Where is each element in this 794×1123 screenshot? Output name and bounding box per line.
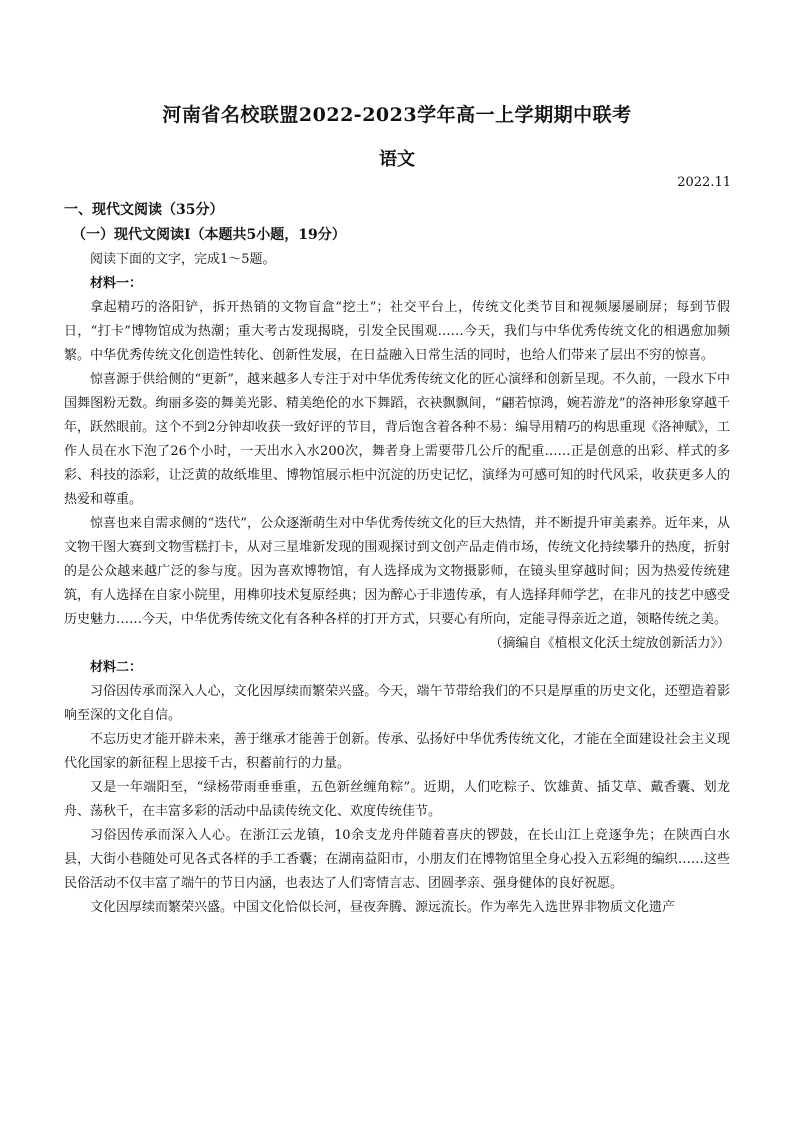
material-2-paragraph: 又是一年端阳至，“绿杨带雨垂垂重，五色新丝缠角粽”。近期，人们吃粽子、饮雄黄、插艾草、戴香囊、划龙舟、荡秋千，在丰富多彩的活动中品读传统文化、欢度传统佳节。	[64, 780, 730, 819]
document-body	[64, 198, 730, 920]
material-2-label: 材料二：	[90, 660, 143, 675]
material-1-label: 材料一：	[90, 276, 143, 291]
exam-title: 河南省名校联盟2022-2023学年高一上学期期中联考	[162, 104, 632, 126]
subject-title: 语文	[379, 149, 415, 170]
material-2-paragraph: 习俗因传承而深入人心。在浙江云龙镇，10余支龙舟伴随着喜庆的锣鼓，在长山江上竞逐争先；在陕西白水县，大街小巷随处可见各式各样的手工香囊；在湖南益阳市，小朋友们在博物馆里全身心投入五彩绳的编织……这些民俗活动不仅丰富了端午的节日内涵，也表达了人们寄情言志、团圆孝亲、强身健体的良好祝愿。	[64, 828, 730, 891]
section-heading: 一、现代文阅读（35分）	[64, 202, 224, 218]
material-1-source: （摘编自《植根文化沃土绽放创新活力》）	[489, 636, 730, 651]
subsection-heading: （一）现代文阅读Ⅰ（本题共5小题，19分）	[72, 227, 346, 243]
material-1-paragraph: 拿起精巧的洛阳铲，拆开热销的文物盲盒“挖土”；社交平台上，传统文化类节目和视频屡屡刷屏；每到节假日，“打卡”博物馆成为热潮；重大考古发现揭晓，引发全民围观……今天，我们与中华优秀传统文化的相遇愈加频繁。中华优秀传统文化创造性转化、创新性发展，在日益融入日常生活的同时，也给人们带来了层出不穷的惊喜。	[64, 300, 730, 363]
material-1-paragraph: 惊喜也来自需求侧的“迭代”，公众逐渐萌生对中华优秀传统文化的巨大热情，并不断提升审美素养。近年来，从文物干图大赛到文物雪糕打卡，从对三星堆新发现的围观探讨到文创产品走俏市场，传统文化持续攀升的热度，折射的是公众越来越广泛的参与度。因为喜欢博物馆，有人选择成为文物摄影师，在镜头里穿越时间；因为热爱传统建筑，有人选择在自家小院里，用榫卯技术复原经典；因为醉心于非遗传承，有人选择拜师学艺，在非凡的技艺中感受历史魅力……今天，中华优秀传统文化有各种各样的打开方式，只要心有所向，定能寻得亲近之道，领略传统之美。	[64, 516, 730, 627]
material-1-paragraph: 惊喜源于供给侧的“更新”，越来越多人专注于对中华优秀传统文化的匠心演绎和创新呈现。不久前，一段水下中国舞图粉无数。绚丽多姿的舞美光影、精美绝伦的水下舞蹈，衣袂飘飘间，“翩若惊鸿，婉若游龙”的洛神形象穿越千年，跃然眼前。这个不到2分钟却收获一致好评的节目，背后饱含着各种不易：编导用精巧的构思重现《洛神赋》，工作人员在水下泡了26个小时，一天出水入水200次，舞者身上需要带几公斤的配重……正是创意的出彩、样式的多彩、科技的添彩，让泛黄的故纸堆里、博物馆展示柜中沉淀的历史记忆，演绎为可感可知的时代风采，收获更多人的热爱和尊重。	[64, 372, 730, 507]
material-2-paragraph: 不忘历史才能开辟未来，善于继承才能善于创新。传承、弘扬好中华优秀传统文化，才能在全面建设社会主义现代化国家的新征程上思接千古，积蓄前行的力量。	[64, 732, 730, 771]
material-2-paragraph: 文化因厚续而繁荣兴盛。中国文化恰似长河，昼夜奔腾、源远流长。作为率先入选世界非物质文化遗产	[90, 900, 676, 915]
instruction-text: 阅读下面的文字，完成1～5题。	[90, 252, 276, 267]
material-2-paragraph: 习俗因传承而深入人心，文化因厚续而繁荣兴盛。今天，端午节带给我们的不只是厚重的历史文化，还塑造着影响至深的文化自信。	[64, 684, 730, 723]
exam-date: 2022.11	[677, 175, 731, 190]
